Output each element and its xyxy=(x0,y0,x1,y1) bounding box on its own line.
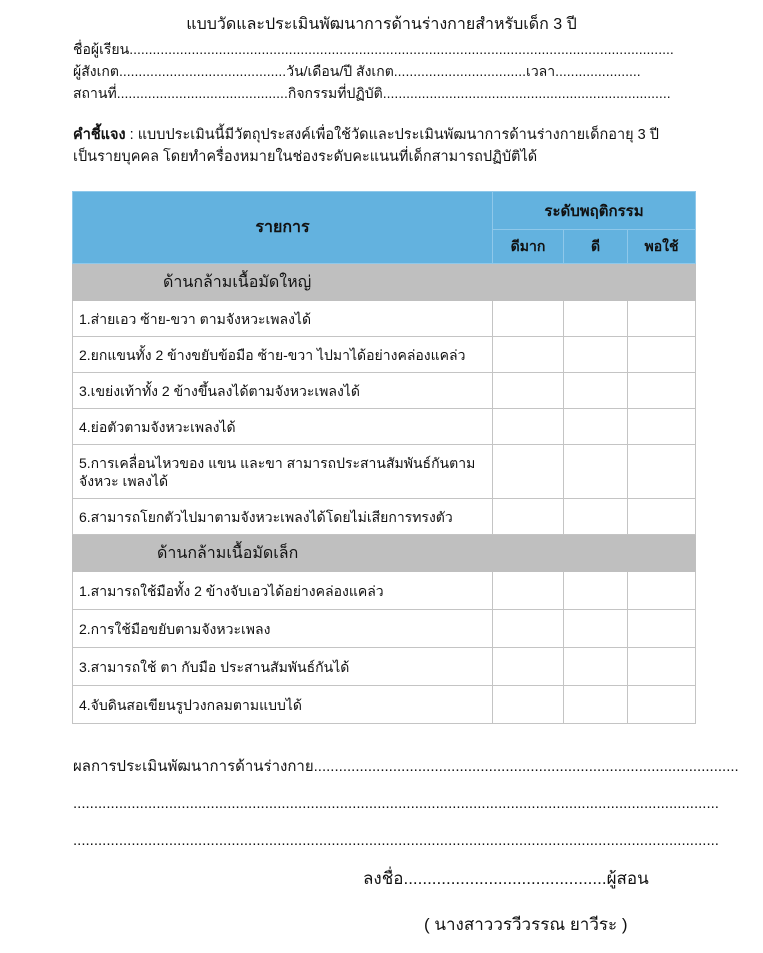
result-field-1[interactable]: ...................................................................................................... xyxy=(313,758,739,775)
instructions-line-2: เป็นรายบุคคล โดยทำครื่องหมายในช่องระดับคะแนนที่เด็กสามารถปฏิบัติได้ xyxy=(73,149,538,165)
observer-line xyxy=(73,62,688,80)
score-cell-fair[interactable] xyxy=(628,337,696,373)
item-label: 3.สามารถใช้ ตา กับมือ ประสานสัมพันธ์กันได้ xyxy=(73,648,493,686)
score-cell-good[interactable] xyxy=(564,445,628,499)
header-good: ดี xyxy=(564,230,628,264)
score-cell-good[interactable] xyxy=(564,301,628,337)
result-line-1 xyxy=(73,757,739,777)
student-name-line xyxy=(73,40,688,58)
table-row xyxy=(73,610,696,648)
score-cell-fair[interactable] xyxy=(628,499,696,535)
document-title: แบบวัดและประเมินพัฒนาการด้านร่างกายสำหรับเด็ก 3 ปี xyxy=(186,16,577,33)
score-cell-good[interactable] xyxy=(564,572,628,610)
student-name-label: ชื่อผู้เรียน xyxy=(73,41,130,57)
signer-name: ( นางสาววรวีวรรณ ยาวีระ ) xyxy=(424,915,628,934)
item-label: 2.ยกแขนทั้ง 2 ข้างขยับข้อมือ ซ้าย-ขวา ไปมาได้อย่างคล่องแคล่ว xyxy=(73,337,493,373)
score-cell-very-good[interactable] xyxy=(493,572,564,610)
signature-field[interactable]: ........................................... xyxy=(403,869,607,888)
score-cell-fair[interactable] xyxy=(628,409,696,445)
instructions xyxy=(73,124,703,168)
item-label: 4.จับดินสอเขียนรูปวงกลมตามแบบได้ xyxy=(73,686,493,724)
instructions-separator: : xyxy=(125,127,138,143)
header-very-good: ดีมาก xyxy=(493,230,564,264)
observer-label: ผู้สังเกต xyxy=(73,63,119,79)
score-cell-fair[interactable] xyxy=(628,373,696,409)
score-cell-very-good[interactable] xyxy=(493,686,564,724)
result-label: ผลการประเมินพัฒนาการด้านร่างกาย xyxy=(73,758,314,775)
table-row xyxy=(73,686,696,724)
header-fair: พอใช้ xyxy=(628,230,696,264)
table-row xyxy=(73,648,696,686)
signature-label: ลงชื่อ xyxy=(363,869,404,888)
score-cell-good[interactable] xyxy=(564,373,628,409)
score-cell-good[interactable] xyxy=(564,499,628,535)
item-label: 6.สามารถโยกตัวไปมาตามจังหวะเพลงได้โดยไม่เสียการทรงตัว xyxy=(73,499,493,535)
score-cell-very-good[interactable] xyxy=(493,409,564,445)
evaluation-table xyxy=(72,191,696,724)
student-name-field[interactable]: ............................................................................................................................................ xyxy=(129,41,674,57)
score-cell-fair[interactable] xyxy=(628,445,696,499)
instructions-text-1: แบบประเมินนี้มีวัตถุประสงค์เพื่อใช้วัดและประเมินพัฒนาการด้านร่างกายเด็กอายุ 3 ปี xyxy=(137,127,659,143)
table-row xyxy=(73,337,696,373)
time-field[interactable]: ...................... xyxy=(555,63,641,79)
score-cell-good[interactable] xyxy=(564,409,628,445)
signature-role: ผู้สอน xyxy=(606,869,649,888)
place-line xyxy=(73,84,688,102)
instructions-line-1 xyxy=(73,124,703,146)
date-label: วัน/เดือน/ปี สังเกต xyxy=(286,63,394,79)
item-label: 1.สามารถใช้มือทั้ง 2 ข้างจับเอวได้อย่างคล่องแคล่ว xyxy=(73,572,493,610)
table-row xyxy=(73,373,696,409)
observer-field[interactable]: ........................................... xyxy=(118,63,287,79)
table-row xyxy=(73,301,696,337)
section-row-fine-motor xyxy=(73,535,696,572)
score-cell-very-good[interactable] xyxy=(493,499,564,535)
header-items: รายการ xyxy=(73,192,493,264)
item-label: 3.เขย่งเท้าทั้ง 2 ข้างขึ้นลงได้ตามจังหวะเพลงได้ xyxy=(73,373,493,409)
score-cell-very-good[interactable] xyxy=(493,373,564,409)
score-cell-very-good[interactable] xyxy=(493,610,564,648)
table-row xyxy=(73,409,696,445)
date-field[interactable]: .................................. xyxy=(393,63,527,79)
score-cell-very-good[interactable] xyxy=(493,445,564,499)
score-cell-very-good[interactable] xyxy=(493,301,564,337)
section-row-gross-motor xyxy=(73,264,696,301)
score-cell-very-good[interactable] xyxy=(493,648,564,686)
item-label: 1.ส่ายเอว ซ้าย-ขวา ตามจังหวะเพลงได้ xyxy=(73,301,493,337)
score-cell-good[interactable] xyxy=(564,686,628,724)
table-row xyxy=(73,499,696,535)
section-title: ด้านกล้ามเนื้อมัดใหญ่ xyxy=(163,273,312,291)
signature-line xyxy=(363,868,649,890)
place-field[interactable]: ............................................ xyxy=(116,85,288,101)
result-line-3[interactable]: ........................................................................................................................................................... xyxy=(73,832,719,849)
score-cell-good[interactable] xyxy=(564,610,628,648)
score-cell-fair[interactable] xyxy=(628,648,696,686)
header-behavior-level: ระดับพฤติกรรม xyxy=(493,192,696,230)
item-label: 2.การใช้มือขยับตามจังหวะเพลง xyxy=(73,610,493,648)
score-cell-fair[interactable] xyxy=(628,686,696,724)
section-title: ด้านกล้ามเนื้อมัดเล็ก xyxy=(157,544,299,562)
item-label: 5.การเคลื่อนไหวของ แขน และขา สามารถประสานสัมพันธ์กันตาม จังหวะ เพลงได้ xyxy=(73,445,493,499)
place-label: สถานที่ xyxy=(73,85,117,101)
activity-field[interactable]: .......................................................................... xyxy=(382,85,671,101)
score-cell-fair[interactable] xyxy=(628,572,696,610)
instructions-label: คำชี้แจง xyxy=(73,127,126,143)
score-cell-fair[interactable] xyxy=(628,610,696,648)
item-label: 4.ย่อตัวตามจังหวะเพลงได้ xyxy=(73,409,493,445)
table-row xyxy=(73,572,696,610)
activity-label: กิจกรรมที่ปฏิบัติ xyxy=(287,85,383,101)
score-cell-good[interactable] xyxy=(564,337,628,373)
score-cell-fair[interactable] xyxy=(628,301,696,337)
table-row xyxy=(73,445,696,499)
score-cell-very-good[interactable] xyxy=(493,337,564,373)
score-cell-good[interactable] xyxy=(564,648,628,686)
result-line-2[interactable]: ........................................................................................................................................................... xyxy=(73,795,719,812)
time-label: เวลา xyxy=(526,63,556,79)
